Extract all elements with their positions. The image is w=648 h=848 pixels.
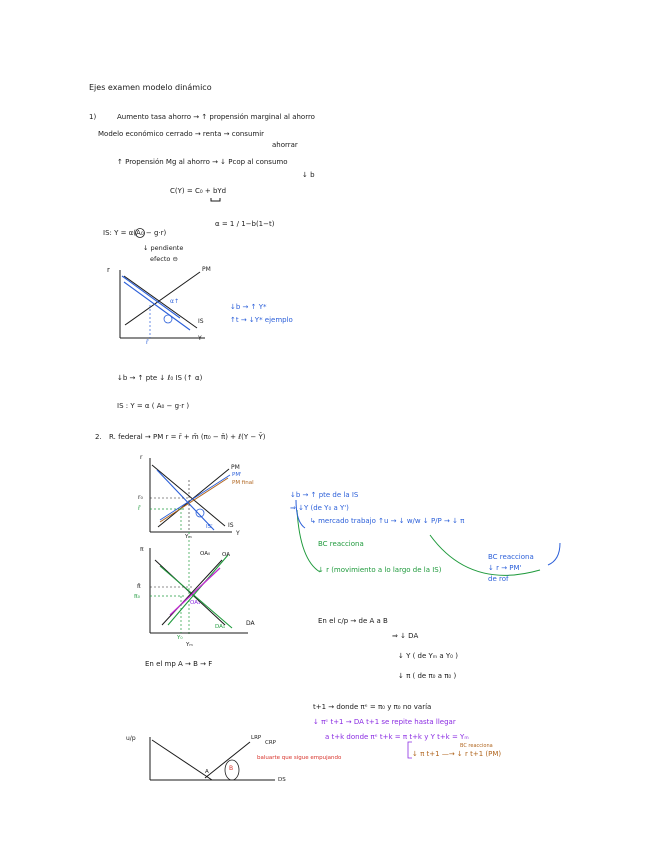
- cp-line-2: ⇒ ↓ DA: [392, 632, 419, 640]
- g2-ylabel2: Y: [236, 530, 240, 537]
- g2-pm: PM: [231, 464, 240, 471]
- g3-oa: OA: [222, 552, 230, 558]
- pm-prime-line: [160, 475, 230, 520]
- page-title: Ejes examen modelo dinámico: [89, 83, 212, 92]
- bottom-line-4: ↓ π t+1 —→ ↓ r t+1 (PM): [412, 750, 502, 758]
- g1-ylabel: r: [107, 266, 110, 274]
- bottom-line-2: ↓ πᵉ t+1 → DA t+1 se repite hasta llegar: [313, 718, 456, 726]
- is-line-blue: [122, 276, 180, 318]
- g4-ds: DS: [278, 777, 286, 783]
- g3-p1: π̄: [137, 583, 141, 590]
- cp-line-3: ↓ Y ( de Yₘ a Y₀ ): [398, 652, 458, 660]
- is-line: [124, 276, 197, 328]
- bottom-line-4b: BC reacciona: [460, 743, 493, 749]
- pm-line: [125, 272, 200, 325]
- is-effect: efecto ⊖: [150, 255, 178, 263]
- rnote-b2: ⇒ ↓Y (de Y₀ a Y'): [290, 504, 349, 512]
- g3-da: DA: [246, 620, 255, 627]
- g2-r1: r̄: [138, 505, 141, 512]
- da1-line: [160, 566, 232, 628]
- is-line-blue-2: [124, 282, 190, 330]
- blue-note-1: ↓b → ↑ Y*: [230, 303, 267, 311]
- s2-line-1: R. federal → PM r = r̄ + m̄ (π₀ − π̄) + ℓ(Y − Ȳ): [109, 433, 266, 441]
- g2-pm-prime: PM': [232, 472, 242, 478]
- g2-xlabel: Yₘ: [185, 534, 192, 540]
- is-equation: IS: Y = α(A₀ − g·r): [103, 229, 167, 237]
- cp-line-4: ↓ π ( de π₀ a π₀ ): [398, 672, 457, 680]
- g4-b: B: [229, 765, 234, 772]
- graph-oa-da: [150, 548, 248, 633]
- rnote-b1: ↓b → ↑ pte de la IS: [290, 491, 359, 499]
- g4-lrp: LRP: [251, 735, 262, 741]
- g2-pm-final: PM final: [232, 480, 254, 486]
- mid-line-2: IS : Y = α ( A₀ − g·r ): [117, 402, 190, 410]
- s1-number: 1): [89, 113, 97, 121]
- g3-oa0: OA₀: [200, 551, 211, 557]
- g4-ylabel: u/p: [126, 735, 136, 742]
- g2-ylabel: r: [140, 454, 143, 461]
- rnote-b3: ↳ mercado trabajo ↑u → ↓ w/w ↓ P/P → ↓ π: [310, 517, 465, 525]
- rnote-g5: de rof: [488, 575, 509, 583]
- g2-is-prime: IS': [206, 524, 213, 530]
- cp-line-1: En el c/p → de A a B: [318, 617, 388, 625]
- s2-number: 2.: [95, 433, 102, 441]
- s1-line-1: Aumento tasa ahorro → ↑ propensión marginal al ahorro: [117, 113, 315, 121]
- oa-line: [162, 560, 222, 625]
- s1-line-2b: ahorrar: [272, 141, 298, 149]
- g1-re: r̄: [146, 339, 149, 346]
- is-line-2: [152, 465, 225, 526]
- is-dep: ↓ pendiente: [143, 244, 184, 252]
- graph-is-pm-2: [150, 458, 232, 532]
- blue-note-2: ↑t → ↓Y* ejemplo: [230, 316, 293, 324]
- s1-line-3: ↑ Propensión Mg al ahorro → ↓ Pcop al consumo: [117, 158, 288, 166]
- g3-ylabel: π: [140, 546, 144, 553]
- g3-oa1: OA₁: [190, 600, 201, 606]
- g3-caption: En el mp A → B → F: [145, 660, 213, 668]
- g3-p2: π₀: [134, 593, 141, 600]
- rnote-g4: ↓ r → PM': [488, 564, 522, 572]
- g2-is: IS: [228, 522, 234, 529]
- graph-is-pm-1: [120, 270, 205, 338]
- rnote-g2: ↓ r (movimiento a lo largo de la IS): [318, 566, 442, 574]
- alpha-formula: α = 1 / 1−b(1−t): [215, 220, 275, 228]
- g1-pm: PM: [202, 266, 211, 273]
- rnote-g1: BC reacciona: [318, 540, 364, 548]
- s1-line-4: C(Y) = C₀ + bYd: [170, 187, 227, 195]
- rnote-g3: BC reacciona: [488, 553, 534, 561]
- g1-is: IS: [198, 318, 204, 325]
- s1-line-2: Modelo económico cerrado → renta → consumir: [98, 130, 265, 138]
- g4-a: A: [205, 769, 209, 775]
- g2-r0: r₀: [138, 494, 143, 501]
- g3-x1: Y₀: [177, 635, 183, 641]
- bottom-line-3: a t+k donde πᵉ t+k = π t+k y Y t+k = Yₘ: [325, 733, 469, 741]
- g3-da1: DA₁: [215, 624, 226, 630]
- g1-mark: α↑: [170, 298, 179, 305]
- g1-xlabel: Y: [198, 335, 202, 342]
- g4-crp: CRP: [265, 740, 276, 746]
- g4-note: baluarte que sigue empujando: [257, 755, 342, 761]
- oa0-line: [168, 555, 228, 625]
- oa1-line: [170, 568, 220, 615]
- b-bracket: [211, 198, 220, 201]
- g3-x2: Yₘ: [186, 642, 193, 648]
- s1-line-3b: ↓ b: [302, 171, 315, 179]
- bottom-line-1: t+1 → donde πᵉ = π₀ y π₀ no varía: [313, 703, 432, 711]
- mid-line-1: ↓b → ↑ pte ↓ ℓ₀ IS (↑ α): [117, 374, 203, 382]
